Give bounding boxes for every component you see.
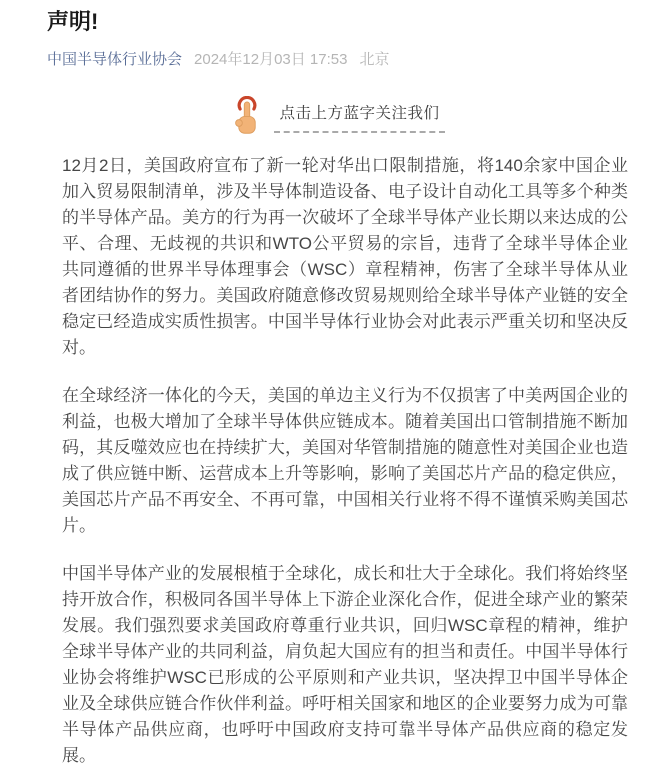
statement-paragraph-1: 12月2日，美国政府宣布了新一轮对华出口限制措施，将140余家中国企业加入贸易限制清单，涉及半导体制造设备、电子设计自动化工具等多个种类的半导体产品。美方的行为再一次破坏了全球半导体产业长期以来达成的公平、合理、无歧视的共识和WTO公平贸易的宗旨，违背了全球半导体企业共同遵循的世界半导体理事会（WSC）章程精神，伤害了全球半导体从业者团结协作的努力。美国政府随意修改贸易规则给全球半导体产业链的安全稳定已经造成实质性损害。中国半导体行业协会对此表示严重关切和坚决反对。 [62,156,628,357]
statement-paragraph-3: 中国半导体产业的发展根植于全球化，成长和壮大于全球化。我们将始终坚持开放合作，积极同各国半导体上下游企业深化合作，促进全球产业的繁荣发展。我们强烈要求美国政府尊重行业共识，回归WSC章程的精神，维护全球半导体产业的共同利益，肩负起大国应有的担当和责任。中国半导体行业协会将维护WSC已形成的公平原则和产业共识，坚决捍卫中国半导体企业及全球供应链合作伙伴利益。呼吁相关国家和地区的企业要努力成为可靠半导体产品供应商，也呼吁中国政府支持可靠半导体产品供应商的稳定发展。 [62,564,628,765]
follow-banner-underline [274,101,444,133]
byline [47,49,624,70]
article-body [62,153,628,769]
statement-paragraph-2: 在全球经济一体化的今天，美国的单边主义行为不仅损害了中美两国企业的利益，也极大增加了全球半导体供应链成本。随着美国出口管制措施不断加码，其反噬效应也在持续扩大，美国对华管制措施的随意性对美国企业也造成了供应链中断、运营成本上升等影响，影响了美国芯片产品的稳定供应，美国芯片产品不再安全、不再可靠，中国相关行业将不得不谨慎采购美国芯片。 [62,386,628,535]
article-header [0,0,660,70]
page-title: 声明! [47,9,99,34]
follow-banner[interactable] [0,96,660,136]
follow-banner-text: 点击上方蓝字关注我们 [279,105,440,122]
tap-hand-icon [233,96,261,136]
publish-datetime: 2024年12月03日 17:53 [194,51,348,68]
publish-location: 北京 [359,51,390,68]
author-link[interactable]: 中国半导体行业协会 [47,51,183,68]
